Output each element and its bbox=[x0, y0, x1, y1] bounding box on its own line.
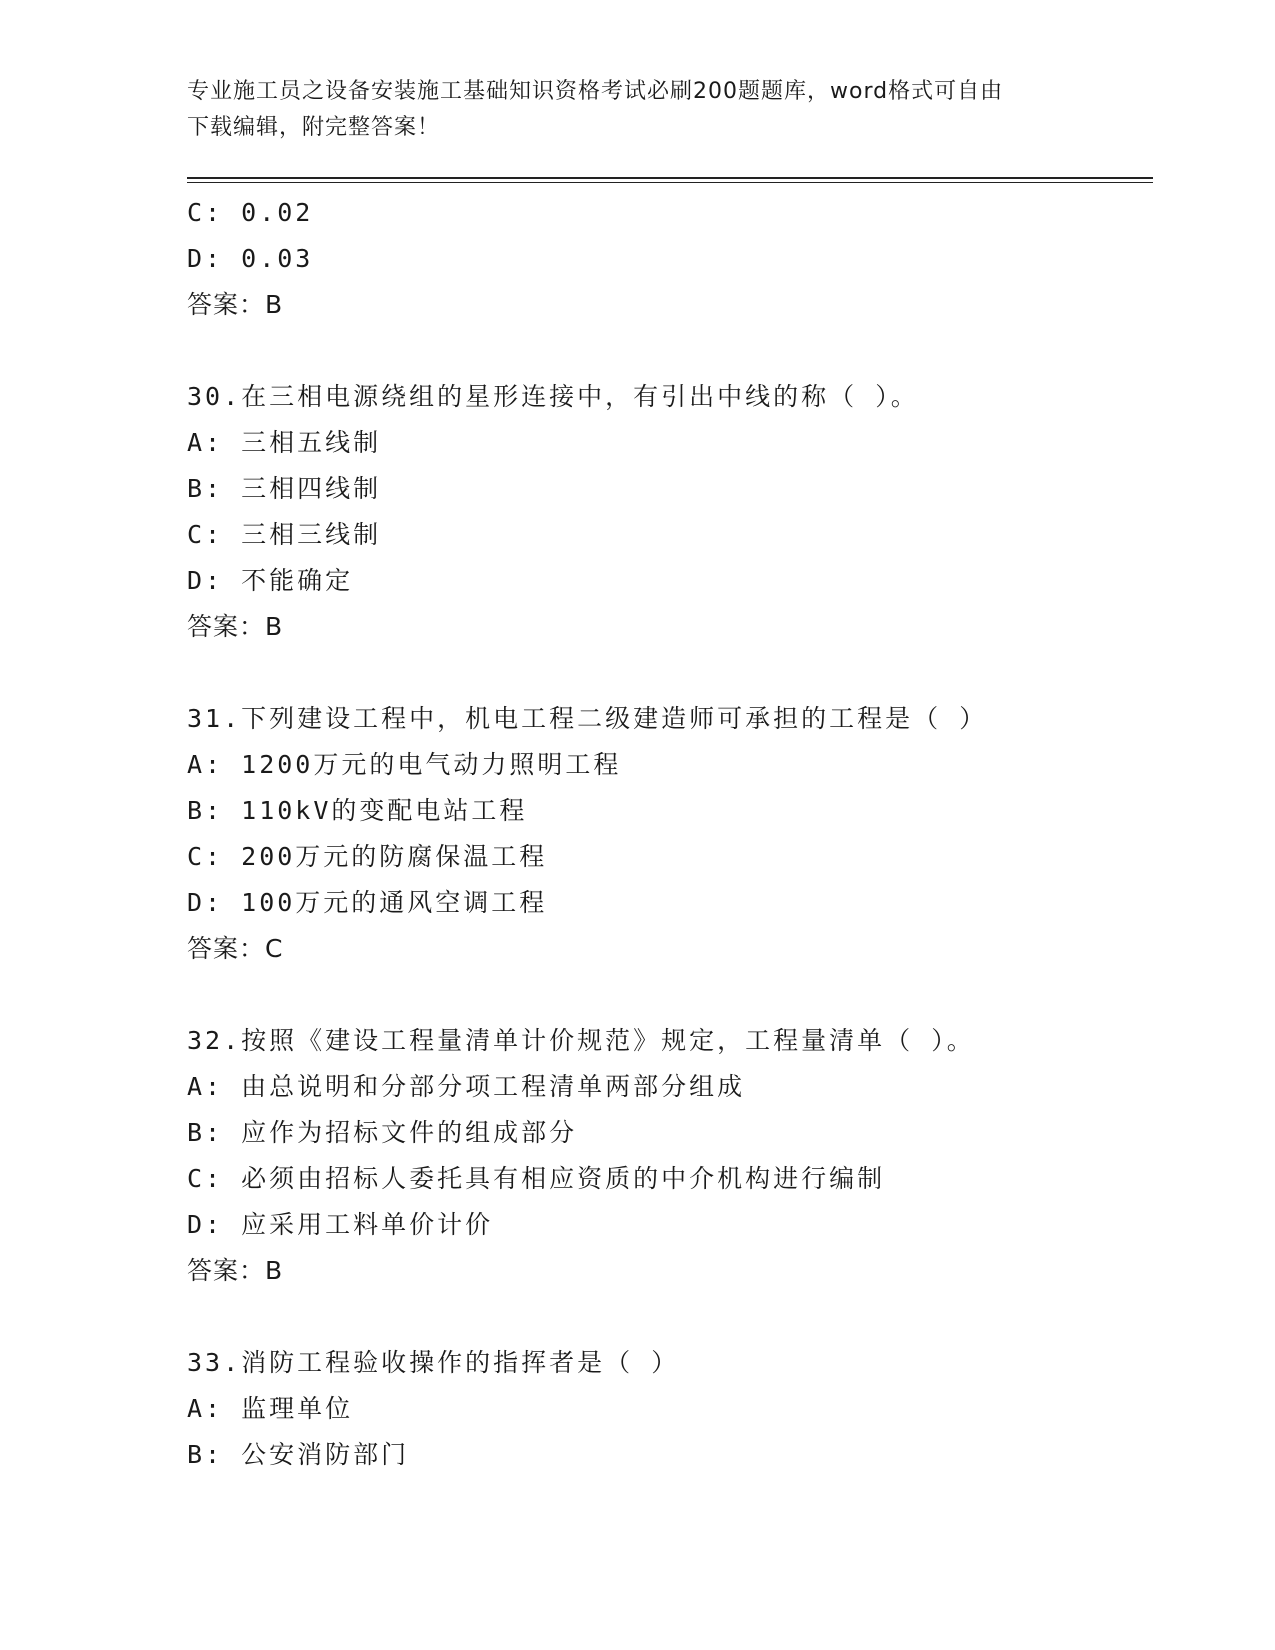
option-line: B: 三相四线制 bbox=[187, 474, 382, 503]
option-line: C: 200万元的防腐保温工程 bbox=[187, 842, 548, 871]
spacer bbox=[187, 1294, 1147, 1340]
option-line: D: 应采用工料单价计价 bbox=[187, 1210, 494, 1239]
answer-line: 答案：B bbox=[187, 1256, 284, 1285]
header-rule-bottom bbox=[187, 182, 1153, 183]
option-line: A: 三相五线制 bbox=[187, 428, 382, 457]
option-line: A: 监理单位 bbox=[187, 1394, 354, 1423]
option-line: B: 公安消防部门 bbox=[187, 1440, 410, 1469]
option-line: B: 应作为招标文件的组成部分 bbox=[187, 1118, 578, 1147]
spacer bbox=[187, 328, 1147, 374]
option-line: D: 0.03 bbox=[187, 244, 314, 273]
option-line: A: 1200万元的电气动力照明工程 bbox=[187, 750, 622, 779]
option-line: C: 0.02 bbox=[187, 198, 314, 227]
header-line-1: 专业施工员之设备安装施工基础知识资格考试必刷200题题库，word格式可自由 bbox=[187, 79, 1004, 104]
answer-line: 答案：B bbox=[187, 290, 284, 319]
option-line: B: 110kV的变配电站工程 bbox=[187, 796, 528, 825]
document-header bbox=[187, 74, 1087, 146]
question-text: 31.下列建设工程中，机电工程二级建造师可承担的工程是（ ） bbox=[187, 704, 988, 733]
header-line-2: 下载编辑，附完整答案！ bbox=[187, 115, 441, 140]
option-line: A: 由总说明和分部分项工程清单两部分组成 bbox=[187, 1072, 746, 1101]
answer-line: 答案：B bbox=[187, 612, 284, 641]
question-text: 30.在三相电源绕组的星形连接中，有引出中线的称（ ）。 bbox=[187, 382, 919, 411]
question-list bbox=[187, 190, 1147, 1478]
option-line: C: 必须由招标人委托具有相应资质的中介机构进行编制 bbox=[187, 1164, 886, 1193]
option-line: D: 100万元的通风空调工程 bbox=[187, 888, 548, 917]
answer-line: 答案：C bbox=[187, 934, 284, 963]
option-line: D: 不能确定 bbox=[187, 566, 354, 595]
question-text: 32.按照《建设工程量清单计价规范》规定，工程量清单（ ）。 bbox=[187, 1026, 975, 1055]
option-line: C: 三相三线制 bbox=[187, 520, 382, 549]
spacer bbox=[187, 650, 1147, 696]
header-rule-top bbox=[187, 177, 1153, 179]
question-text: 33.消防工程验收操作的指挥者是（ ） bbox=[187, 1348, 680, 1377]
spacer bbox=[187, 972, 1147, 1018]
